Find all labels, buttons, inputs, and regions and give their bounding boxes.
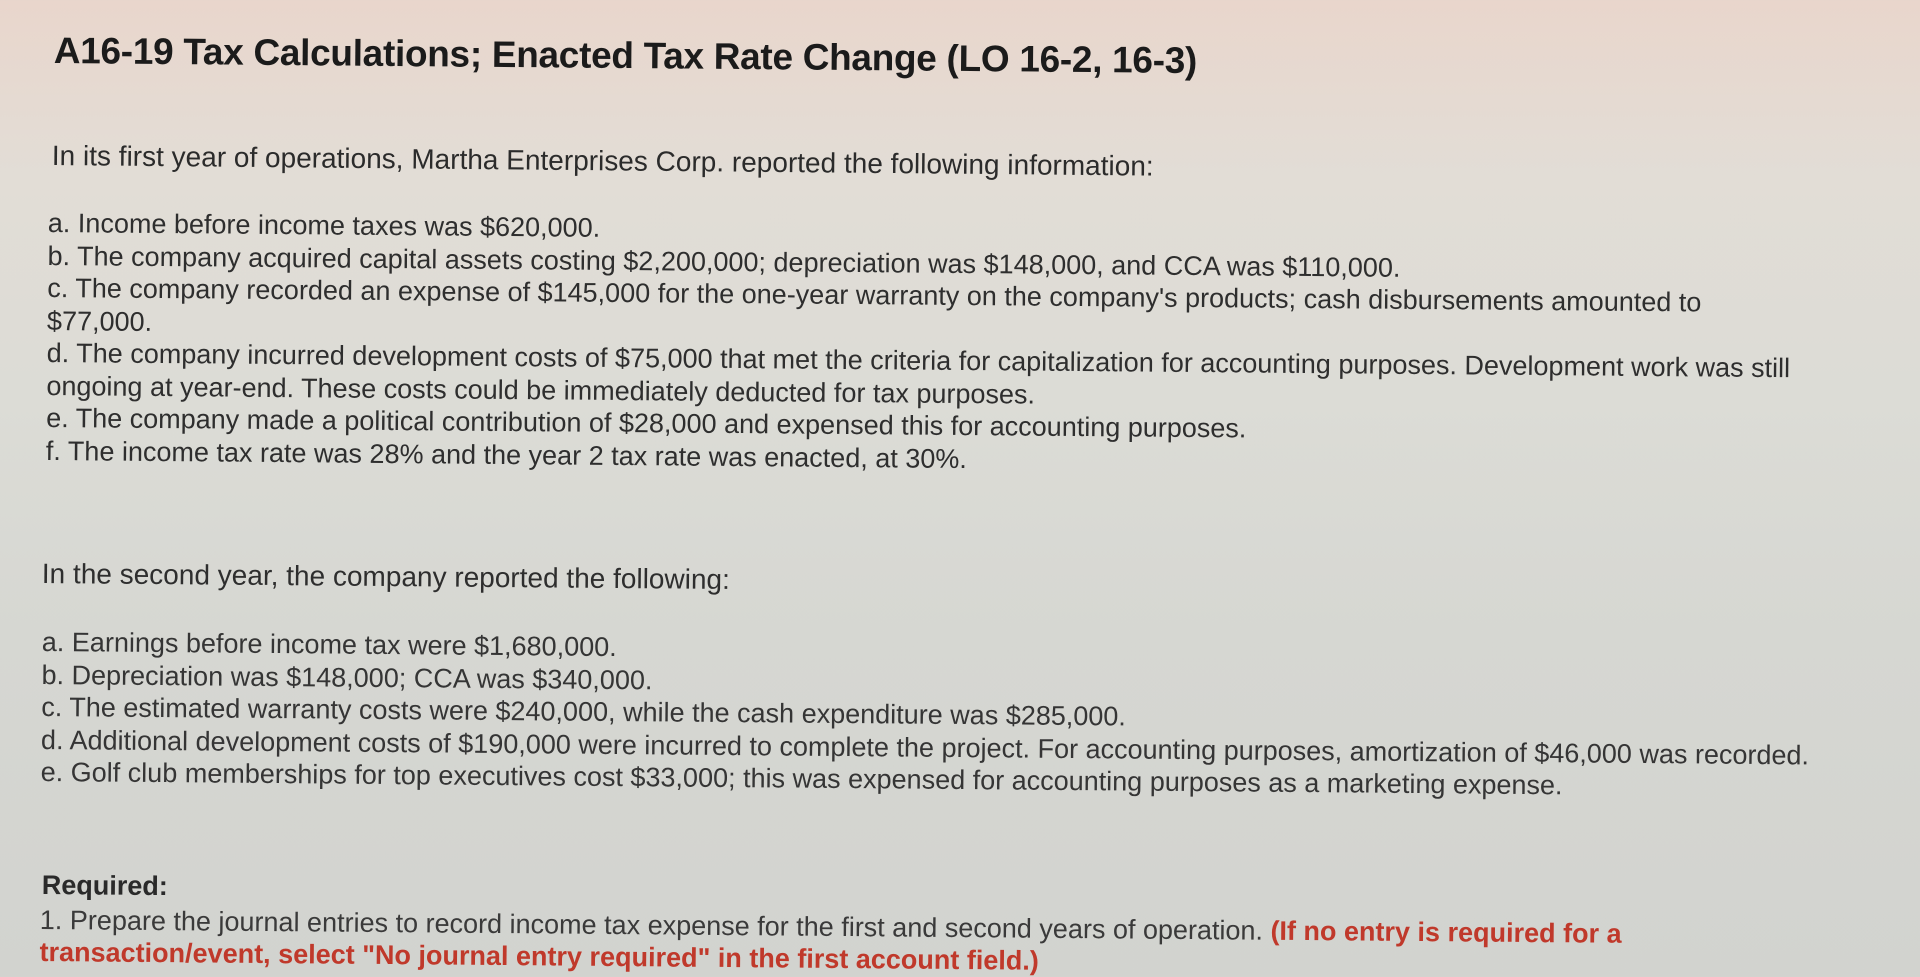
year1-item-f: f. The income tax rate was 28% and the year 2 tax rate was enacted, at 30%. bbox=[45, 435, 968, 474]
year1-item-c: c. The company recorded an expense of $145,000 for the one-year warranty on the company's products; cash disbursements amounted to $77,000. bbox=[46, 272, 1702, 337]
required-instruction-text: 1. Prepare the journal entries to record income tax expense for the first and second years of operation. bbox=[39, 904, 1264, 946]
year2-list bbox=[41, 626, 1882, 805]
year1-list bbox=[46, 207, 1868, 483]
year1-item-b: b. The company acquired capital assets costing $2,200,000; depreciation was $148,000, and CCA was $110,000. bbox=[47, 240, 1401, 283]
year1-item-e: e. The company made a political contribution of $28,000 and expensed this for accounting purposes. bbox=[46, 402, 1247, 444]
year2-item-e: e. Golf club memberships for top executives cost $33,000; this was expensed for accounting purposes as a marketing expense. bbox=[40, 756, 1563, 801]
year1-item-a: a. Income before income taxes was $620,000. bbox=[47, 207, 601, 243]
required-heading: Required: bbox=[41, 870, 169, 902]
year2-intro: In the second year, the company reported the following: bbox=[41, 558, 730, 596]
problem-title: A16-19 Tax Calculations; Enacted Tax Rate Change (LO 16-2, 16-3) bbox=[53, 30, 1198, 81]
year2-item-b: b. Depreciation was $148,000; CCA was $340,000. bbox=[41, 659, 653, 695]
required-instruction bbox=[39, 904, 1839, 977]
year1-item-d: d. The company incurred development costs of $75,000 that met the criteria for capitalization for accounting purposes. Development work was still ongoing at year-end. These costs could be immediately deducted for tax purposes. bbox=[46, 337, 1791, 410]
required-note: (If no entry is required for a transaction/event, select "No journal entry required" in the first account field.) bbox=[39, 915, 1622, 976]
year1-intro: In its first year of operations, Martha Enterprises Corp. reported the following information: bbox=[51, 140, 1154, 182]
year2-item-a: a. Earnings before income tax were $1,680,000. bbox=[41, 626, 617, 663]
year2-item-d: d. Additional development costs of $190,000 were incurred to complete the project. For accounting purposes, amortization of $46,000 was recorded. bbox=[40, 724, 1810, 770]
year2-item-c: c. The estimated warranty costs were $240,000, while the cash expenditure was $285,000. bbox=[41, 691, 1127, 732]
